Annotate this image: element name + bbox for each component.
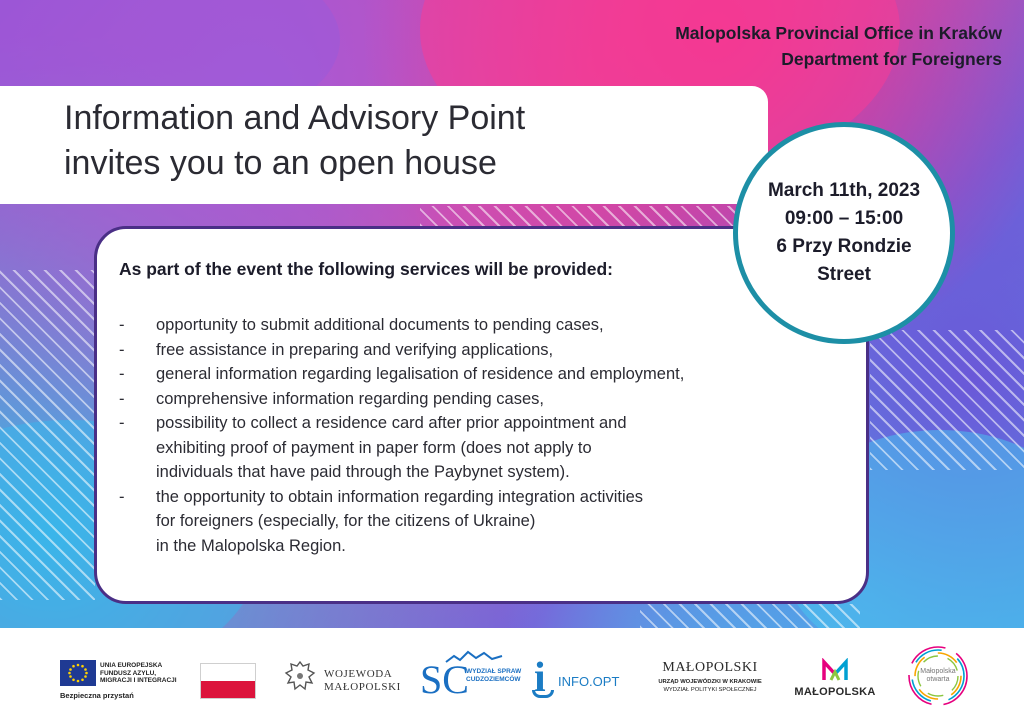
logo-footer xyxy=(0,628,1024,722)
service-item xyxy=(119,485,859,559)
polish-flag-icon xyxy=(200,663,256,699)
organization-header xyxy=(675,20,1002,72)
wojewoda-line-2: MAŁOPOLSKI xyxy=(324,681,401,693)
wsc-mark: SC xyxy=(420,657,469,702)
eu-logo-line-2: FUNDUSZ AZYLU, xyxy=(100,669,157,677)
event-address-line-1: 6 Przy Rondzie xyxy=(776,236,912,257)
service-item-text: exhibiting proof of payment in paper form (does not apply to xyxy=(156,438,592,457)
services-heading: As part of the event the following services will be provided: xyxy=(119,259,613,279)
eu-logo xyxy=(60,660,190,704)
wsc-line-2: CUDZOZIEMCÓW xyxy=(466,675,521,683)
otwarta-line-1: Małopolska xyxy=(920,668,956,675)
muw-line-2: URZĄD WOJEWÓDZKI W KRAKOWIE xyxy=(658,679,762,685)
title-line-2: invites you to an open house xyxy=(64,144,497,182)
wsc-line-1: WYDZIAŁ SPRAW xyxy=(466,668,522,675)
info-opt-text: INFO.OPT xyxy=(558,674,620,689)
bullet-dash: - xyxy=(119,487,125,506)
service-item xyxy=(119,362,859,387)
info-opt-logo xyxy=(532,656,632,704)
eu-logo-caption: Bezpieczna przystań xyxy=(60,691,134,700)
muw-line-3: WYDZIAŁ POLITYKI SPOŁECZNEJ xyxy=(663,686,757,693)
open-malopolska-logo xyxy=(906,644,970,708)
service-item-text: the opportunity to obtain information regarding integration activities xyxy=(156,487,644,506)
malopolska-m-icon xyxy=(821,658,849,682)
diagonal-stripes-left xyxy=(0,270,95,600)
eagle-emblem-icon xyxy=(282,658,318,702)
info-mark-icon: i xyxy=(534,655,546,701)
eu-flag-icon xyxy=(60,660,96,686)
bullet-dash: - xyxy=(119,340,125,359)
service-item-text: in the Malopolska Region. xyxy=(156,536,346,555)
service-item xyxy=(119,313,859,338)
eu-logo-line-1: UNIA EUROPEJSKA xyxy=(100,662,163,669)
foreigners-department-logo xyxy=(420,650,520,710)
event-date: March 11th, 2023 xyxy=(767,180,921,201)
event-details-circle xyxy=(733,122,955,344)
service-item xyxy=(119,387,859,412)
service-item-text: comprehensive information regarding pending cases, xyxy=(156,389,544,408)
wojewoda-line-1: WOJEWODA xyxy=(324,668,393,680)
service-item-text: for foreigners (especially, for the citizens of Ukraine) xyxy=(156,512,536,530)
service-item-text: opportunity to submit additional documents to pending cases, xyxy=(156,316,604,334)
event-address-line-2: Street xyxy=(817,264,871,285)
diagonal-stripes-top xyxy=(420,206,760,226)
title-line-1: Information and Advisory Point xyxy=(64,99,526,137)
malopolska-region-logo xyxy=(790,658,880,704)
diagonal-stripes-bottom xyxy=(640,604,860,628)
service-item-text: possibility to collect a residence card after prior appointment and xyxy=(156,414,627,432)
muw-line-1: MAŁOPOLSKI xyxy=(662,660,758,675)
otwarta-line-2: otwarta xyxy=(926,676,950,683)
service-item-text: general information regarding legalisation of residence and employment, xyxy=(156,365,685,383)
org-name: Malopolska Provincial Office in Kraków xyxy=(675,23,1002,43)
bullet-dash: - xyxy=(119,414,125,432)
org-department: Department for Foreigners xyxy=(781,49,1002,69)
bullet-dash: - xyxy=(119,389,125,408)
service-item xyxy=(119,411,859,485)
service-item xyxy=(119,338,859,363)
eu-logo-line-3: MIGRACJI I INTEGRACJI xyxy=(100,677,177,684)
title-box xyxy=(0,86,768,204)
service-item-text: free assistance in preparing and verifying applications, xyxy=(156,340,554,359)
bullet-dash: - xyxy=(119,316,125,334)
service-item-text: individuals that have paid through the Paybynet system). xyxy=(156,463,570,481)
services-list xyxy=(119,313,859,558)
page-title xyxy=(64,96,525,186)
diagonal-stripes-right xyxy=(870,330,1024,470)
event-time: 09:00 – 15:00 xyxy=(784,208,904,229)
bullet-dash: - xyxy=(119,365,125,383)
voivodeship-office-logo xyxy=(655,660,765,706)
wojewoda-logo xyxy=(282,658,407,704)
malopolska-text: MAŁOPOLSKA xyxy=(794,686,876,698)
